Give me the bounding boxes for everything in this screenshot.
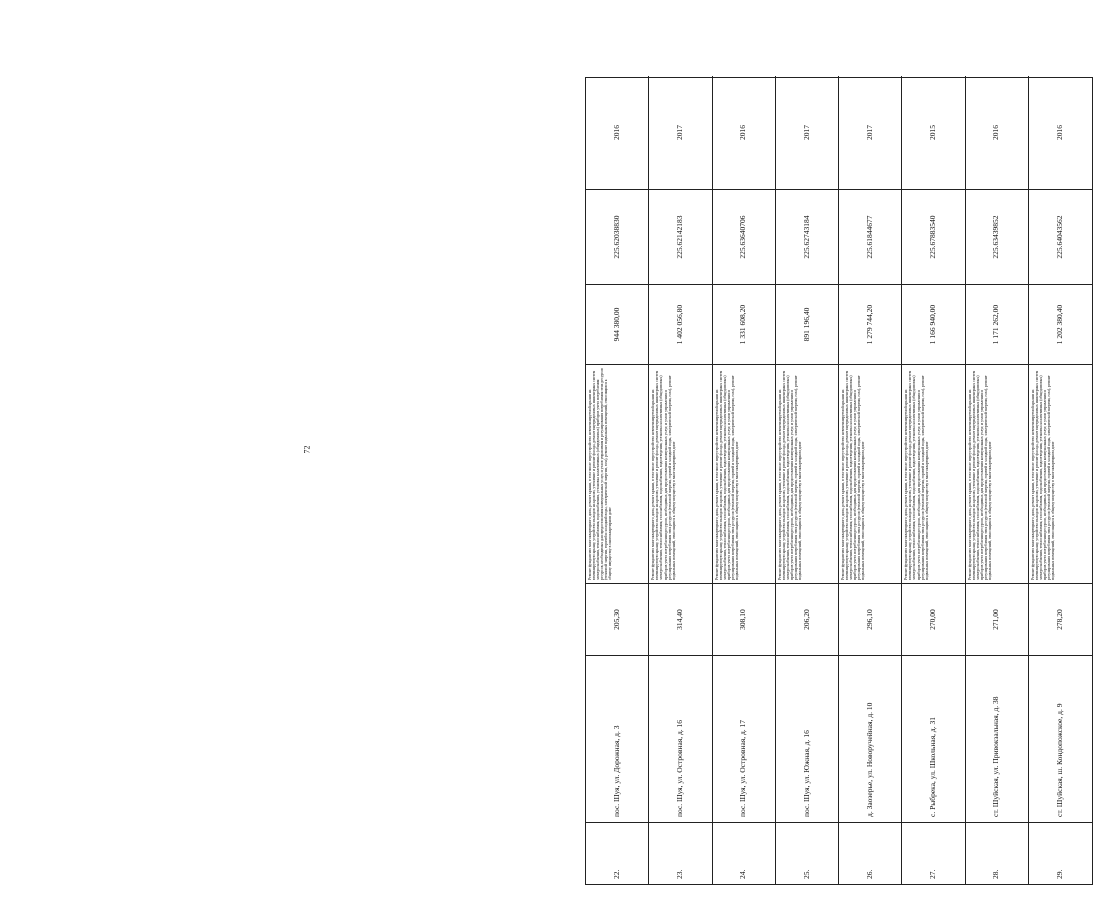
row-cost: 1 202 380,40: [1029, 284, 1092, 364]
row-year: 2017: [839, 76, 902, 189]
row-works: Ремонт фундамента многоквартирного дома, ремонт крыши, в том числе переустройство невентилируемой крыши на вентилируемую крышу, устройство выходов на кровлю, утепление и ремонт фасада, ремонт внутридомовых инженерных систем электроснабжения, теплоснабжения, газоснабжения, водоснабжения, водоотведения, установка коллективных (общедомовых) приборов учета потребления ресурсов, необходимых для предоставления коммунальных услуг, и узлов управления и регулирования потребления этих ресурсов (тепловой энергии, горячей и холодной воды, электрической энергии, газа), ремонт подвальных помещений, относящихся к общему имуществу в многоквартирном доме: [966, 364, 1029, 583]
row-cost: 1 331 608,20: [713, 284, 776, 364]
repair-grid: [585, 77, 1093, 885]
row-works: Ремонт фундамента многоквартирного дома, ремонт крыши, в том числе переустройство невентилируемой крыши на вентилируемую крышу, устройство выходов на кровлю, утепление и ремонт фасада, ремонт внутридомовых инженерных систем электроснабжения, теплоснабжения, газоснабжения, водоснабжения, водоотведения, установка коллективных (общедомовых) приборов учета потребления ресурсов, необходимых для предоставления коммунальных услуг, и узлов управления и регулирования потребления этих ресурсов (тепловой энергии, горячей и холодной воды, электрической энергии, газа), ремонт подвальных помещений, относящихся к общему имуществу в многоквартирном доме: [649, 364, 712, 583]
row-area: 205,30: [586, 583, 649, 655]
repair-table: [585, 77, 1093, 885]
row-area: 206,20: [776, 583, 839, 655]
row-number: 25.: [776, 822, 839, 884]
row-address: д. Заозерье, ул. Новоручейная, д. 10: [839, 655, 902, 822]
row-number: 26.: [839, 822, 902, 884]
row-year: 2015: [902, 76, 965, 189]
row-year: 2017: [649, 76, 712, 189]
row-cost: 1 166 940,00: [902, 284, 965, 364]
row-address: ст. Шуйская, ул. Привокзальная, д. 38: [966, 655, 1029, 822]
row-cost: 1 402 056,80: [649, 284, 712, 364]
row-area: 296,10: [839, 583, 902, 655]
table-wrapper: [77, 77, 1065, 885]
row-area: 308,10: [713, 583, 776, 655]
row-number: 23.: [649, 822, 712, 884]
row-code: 225.64043562: [1029, 189, 1092, 284]
row-code: 225.61844677: [839, 189, 902, 284]
row-area: 271,00: [966, 583, 1029, 655]
row-area: 278,20: [1029, 583, 1092, 655]
row-year: 2017: [776, 76, 839, 189]
row-code: 225.62743184: [776, 189, 839, 284]
row-address: ст. Шуйская, ш. Кондопожское, д. 9: [1029, 655, 1092, 822]
row-code: 225.63439852: [966, 189, 1029, 284]
row-number: 27.: [902, 822, 965, 884]
row-year: 2016: [1055, 125, 1065, 140]
row-cost: 1 171 262,00: [966, 284, 1029, 364]
row-area: 314,40: [649, 583, 712, 655]
row-cost: 891 196,40: [776, 284, 839, 364]
row-works: Ремонт фундамента многоквартирного дома, ремонт крыши, в том числе переустройство невентилируемой крыши на вентилируемую крышу, устройство выходов на кровлю, утепление и ремонт фасада, ремонт внутридомовых инженерных систем электроснабжения, теплоснабжения, газоснабжения, водоснабжения, водоотведения, установка коллективных (общедомовых) приборов учета потребления ресурсов, необходимых для предоставления коммунальных услуг, и узлов управления и регулирования потребления этих ресурсов (тепловой энергии, горячей и холодной воды, электрической энергии, газа), ремонт подвальных помещений, относящихся к общему имуществу в многоквартирном доме: [713, 364, 776, 583]
row-number: 28.: [966, 822, 1029, 884]
row-year: 2016: [586, 76, 649, 189]
row-address: пос. Шуя, ул. Островная, д. 16: [649, 655, 712, 822]
row-works: Ремонт фундамента многоквартирного дома, ремонт крыши, в том числе переустройство невентилируемой крыши на вентилируемую крышу, устройство выходов на кровлю, утепление и ремонт фасада, ремонт внутридомовых инженерных систем электроснабжения, теплоснабжения, газоснабжения, водоснабжения, водоотведения, установка коллективных (общедомовых) приборов учета потребления ресурсов, необходимых для предоставления коммунальных услуг, и узлов управления и регулирования потребления этих ресурсов (тепловой энергии, горячей и холодной воды, электрической энергии, газа), ремонт подвальных помещений, относящихся к общему имуществу в многоквартирном доме: [902, 364, 965, 583]
row-year: 2016: [713, 76, 776, 189]
row-code: 225.67883540: [902, 189, 965, 284]
row-year: 2016: [966, 76, 1029, 189]
row-works: Ремонт фундамента многоквартирного дома, ремонт крыши, в том числе переустройство невентилируемой крыши на вентилируемую крышу, устройство выходов на кровлю, утепление и ремонт фасада, ремонт внутридомовых инженерных систем электроснабжения, теплоснабжения, газоснабжения, водоснабжения, водоотведения, установка коллективных (общедомовых) приборов учета потребления ресурсов, необходимых для предоставления коммунальных услуг, и узлов управления и регулирования потребления этих ресурсов (тепловой энергии, горячей и холодной воды, электрической энергии, газа), ремонт подвальных помещений, относящихся к общему имуществу в многоквартирном доме: [1029, 364, 1092, 583]
row-number: 29.: [1029, 822, 1092, 884]
row-cost: 944 380,00: [586, 284, 649, 364]
row-works: Ремонт фундамента многоквартирного дома, ремонт крыши, в том числе переустройство невентилируемой крыши на вентилируемую крышу, устройство выходов на кровлю, утепление и ремонт фасада, ремонт внутридомовых инженерных систем электроснабжения, теплоснабжения, водоснабжения, установка коллективных (общедомовых) приборов учета потребления ресурсов, необходимых для предоставления коммунальных услуг, и узлов управления и регулирования потребления этих ресурсов (тепловой энергии, горячей и холодной воды, электрической энергии, газа), ремонт подвальных помещений, относящихся к общему имуществу в многоквартирном доме: [586, 364, 649, 583]
row-cost: 1 279 744,20: [839, 284, 902, 364]
row-code: 225.63640706: [713, 189, 776, 284]
row-code: 225.62038830: [586, 189, 649, 284]
row-number: 22.: [586, 822, 649, 884]
row-address: пос. Шуя, ул. Южная, д. 16: [776, 655, 839, 822]
row-code: 225.62142183: [649, 189, 712, 284]
row-area: 270,00: [902, 583, 965, 655]
row-address: пос. Шуя, ул. Дорожная, д. 3: [586, 655, 649, 822]
row-address: с. Рыбрека, ул. Школьная, д. 31: [902, 655, 965, 822]
row-works: Ремонт фундамента многоквартирного дома, ремонт крыши, в том числе переустройство невентилируемой крыши на вентилируемую крышу, устройство выходов на кровлю, утепление и ремонт фасада, ремонт внутридомовых инженерных систем электроснабжения, теплоснабжения, газоснабжения, водоснабжения, водоотведения, установка коллективных (общедомовых) приборов учета потребления ресурсов, необходимых для предоставления коммунальных услуг, и узлов управления и регулирования потребления этих ресурсов (тепловой энергии, горячей и холодной воды, электрической энергии, газа), ремонт подвальных помещений, относящихся к общему имуществу в многоквартирном доме: [776, 364, 839, 583]
row-number: 24.: [713, 822, 776, 884]
row-works: Ремонт фундамента многоквартирного дома, ремонт крыши, в том числе переустройство невентилируемой крыши на вентилируемую крышу, устройство выходов на кровлю, утепление и ремонт фасада, ремонт внутридомовых инженерных систем электроснабжения, теплоснабжения, газоснабжения, водоснабжения, водоотведения, установка коллективных (общедомовых) приборов учета потребления ресурсов, необходимых для предоставления коммунальных услуг, и узлов управления и регулирования потребления этих ресурсов (тепловой энергии, горячей и холодной воды, электрической энергии, газа), ремонт подвальных помещений, относящихся к общему имуществу в многоквартирном доме: [839, 364, 902, 583]
page-number: 72: [302, 445, 312, 454]
row-address: пос. Шуя, ул. Островная, д. 17: [713, 655, 776, 822]
